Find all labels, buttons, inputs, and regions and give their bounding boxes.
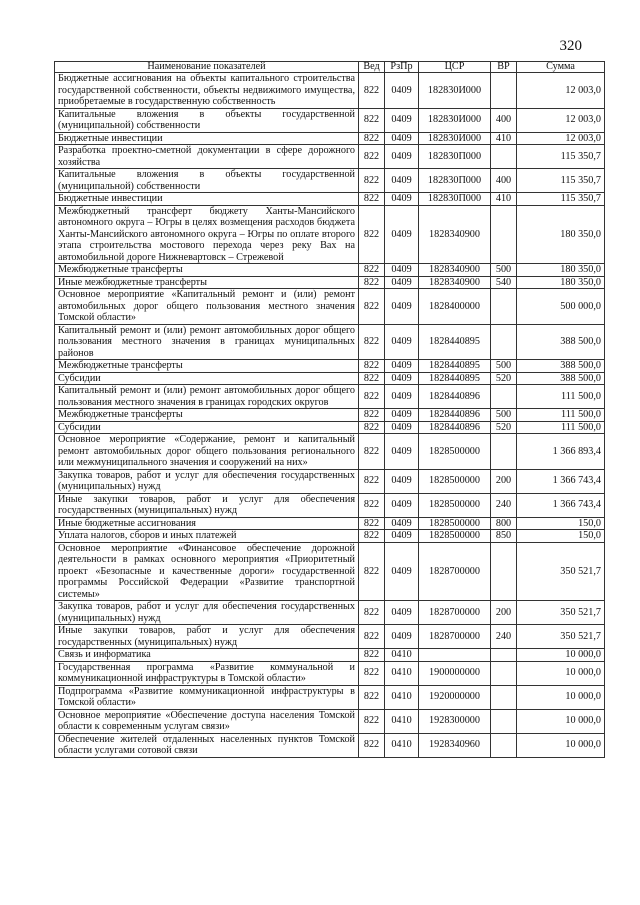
row-rzpr: 0410 <box>385 685 419 709</box>
table-row <box>55 205 605 264</box>
row-rzpr: 0409 <box>385 409 419 422</box>
row-vr: 200 <box>491 601 517 625</box>
row-vr: 850 <box>491 530 517 543</box>
row-csr: 1828440895 <box>419 372 491 385</box>
row-ved: 822 <box>359 372 385 385</box>
row-rzpr: 0410 <box>385 733 419 757</box>
row-rzpr: 0409 <box>385 73 419 109</box>
row-sum: 10 000,0 <box>517 661 605 685</box>
row-ved: 822 <box>359 145 385 169</box>
row-csr: 1828440896 <box>419 421 491 434</box>
row-name: Основное мероприятие «Капитальный ремонт и (или) ремонт автомобильных дорог общего пользования местного значения Томской области» <box>55 289 359 325</box>
row-ved: 822 <box>359 276 385 289</box>
row-sum: 1 366 743,4 <box>517 493 605 517</box>
row-csr: 1828700000 <box>419 542 491 601</box>
row-name: Межбюджетные трансферты <box>55 264 359 277</box>
row-csr: 1828500000 <box>419 517 491 530</box>
row-ved: 822 <box>359 434 385 470</box>
row-rzpr: 0409 <box>385 625 419 649</box>
table-row <box>55 685 605 709</box>
table-row <box>55 709 605 733</box>
table-row <box>55 385 605 409</box>
row-name: Основное мероприятие «Содержание, ремонт и капитальный ремонт автомобильных дорог общего пользования регионального или межмуниципального значения и сооружений на них» <box>55 434 359 470</box>
row-rzpr: 0409 <box>385 542 419 601</box>
row-name: Разработка проектно-сметной документации в сфере дорожного хозяйства <box>55 145 359 169</box>
table-row <box>55 434 605 470</box>
row-csr: 1828440896 <box>419 385 491 409</box>
row-sum: 388 500,0 <box>517 372 605 385</box>
row-vr <box>491 661 517 685</box>
row-vr: 520 <box>491 372 517 385</box>
row-name: Субсидии <box>55 421 359 434</box>
table-row <box>55 193 605 206</box>
row-sum: 350 521,7 <box>517 625 605 649</box>
row-name: Субсидии <box>55 372 359 385</box>
row-vr: 500 <box>491 360 517 373</box>
row-sum: 180 350,0 <box>517 276 605 289</box>
table-row <box>55 145 605 169</box>
row-vr <box>491 733 517 757</box>
row-sum: 115 350,7 <box>517 145 605 169</box>
row-rzpr: 0409 <box>385 601 419 625</box>
row-csr: 1828500000 <box>419 530 491 543</box>
row-name: Подпрограмма «Развитие коммуникационной инфраструктуры в Томской области» <box>55 685 359 709</box>
row-sum: 115 350,7 <box>517 193 605 206</box>
row-name: Межбюджетные трансферты <box>55 360 359 373</box>
row-name: Капитальный ремонт и (или) ремонт автомобильных дорог общего пользования местного значения в границах городских округов <box>55 385 359 409</box>
table-row <box>55 661 605 685</box>
row-ved: 822 <box>359 132 385 145</box>
row-csr: 1920000000 <box>419 685 491 709</box>
row-name: Основное мероприятие «Обеспечение доступа населения Томской области к современным услугам связи» <box>55 709 359 733</box>
row-ved: 822 <box>359 542 385 601</box>
row-sum: 12 003,0 <box>517 73 605 109</box>
row-vr <box>491 434 517 470</box>
table-row <box>55 469 605 493</box>
row-sum: 150,0 <box>517 517 605 530</box>
row-ved: 822 <box>359 649 385 662</box>
row-sum: 180 350,0 <box>517 205 605 264</box>
row-csr: 1928300000 <box>419 709 491 733</box>
row-ved: 822 <box>359 385 385 409</box>
table-row <box>55 530 605 543</box>
table-row <box>55 733 605 757</box>
row-csr: 1828700000 <box>419 601 491 625</box>
table-row <box>55 360 605 373</box>
row-name: Основное мероприятие «Финансовое обеспечение дорожной деятельности в рамках основного мероприятия «Приоритетный проект «Безопасные и качественные дороги» государственной программы Российской Федерации «Развитие транспортной системы» <box>55 542 359 601</box>
header-vr: ВР <box>491 62 517 73</box>
row-name: Связь и информатика <box>55 649 359 662</box>
row-csr: 1828440896 <box>419 409 491 422</box>
table-row <box>55 372 605 385</box>
table-row <box>55 169 605 193</box>
row-csr: 1828500000 <box>419 434 491 470</box>
row-rzpr: 0409 <box>385 276 419 289</box>
row-csr: 182830П000 <box>419 145 491 169</box>
row-vr: 410 <box>491 193 517 206</box>
row-vr: 500 <box>491 409 517 422</box>
table-header-row <box>55 62 605 73</box>
row-vr: 800 <box>491 517 517 530</box>
row-rzpr: 0409 <box>385 324 419 360</box>
row-vr: 400 <box>491 108 517 132</box>
row-name: Иные закупки товаров, работ и услуг для обеспечения государственных (муниципальных) нужд <box>55 625 359 649</box>
row-ved: 822 <box>359 108 385 132</box>
row-rzpr: 0409 <box>385 434 419 470</box>
row-vr <box>491 542 517 601</box>
row-name: Бюджетные инвестиции <box>55 132 359 145</box>
row-rzpr: 0409 <box>385 360 419 373</box>
row-vr <box>491 145 517 169</box>
row-rzpr: 0409 <box>385 169 419 193</box>
row-sum: 350 521,7 <box>517 601 605 625</box>
row-sum: 12 003,0 <box>517 132 605 145</box>
row-name: Капитальный ремонт и (или) ремонт автомобильных дорог общего пользования местного значения в границах муниципальных районов <box>55 324 359 360</box>
row-vr: 500 <box>491 264 517 277</box>
row-rzpr: 0410 <box>385 661 419 685</box>
row-vr <box>491 289 517 325</box>
row-sum: 388 500,0 <box>517 360 605 373</box>
row-ved: 822 <box>359 493 385 517</box>
header-rzpr: РзПр <box>385 62 419 73</box>
row-csr <box>419 649 491 662</box>
row-ved: 822 <box>359 601 385 625</box>
row-vr <box>491 205 517 264</box>
row-csr: 182830И000 <box>419 132 491 145</box>
row-rzpr: 0409 <box>385 372 419 385</box>
row-rzpr: 0409 <box>385 385 419 409</box>
row-sum: 111 500,0 <box>517 385 605 409</box>
row-csr: 1828440895 <box>419 360 491 373</box>
row-ved: 822 <box>359 360 385 373</box>
row-rzpr: 0409 <box>385 264 419 277</box>
row-rzpr: 0409 <box>385 132 419 145</box>
row-name: Капитальные вложения в объекты государственной (муниципальной) собственности <box>55 108 359 132</box>
row-rzpr: 0409 <box>385 193 419 206</box>
row-ved: 822 <box>359 709 385 733</box>
row-name: Межбюджетный трансферт бюджету Ханты-Мансийского автономного округа – Югры в целях возмещения расходов бюджета Ханты-Мансийского автономного округа – Югры по оплате второго этапа строительства мостового перехода через реку Вах на автомобильной дороге Нижневартовск – Стрежевой <box>55 205 359 264</box>
row-sum: 1 366 893,4 <box>517 434 605 470</box>
row-sum: 111 500,0 <box>517 409 605 422</box>
row-sum: 350 521,7 <box>517 542 605 601</box>
row-vr: 200 <box>491 469 517 493</box>
header-ved: Вед <box>359 62 385 73</box>
row-vr <box>491 685 517 709</box>
header-sum: Сумма <box>517 62 605 73</box>
row-csr: 1828340900 <box>419 264 491 277</box>
row-sum: 388 500,0 <box>517 324 605 360</box>
row-sum: 111 500,0 <box>517 421 605 434</box>
table-row <box>55 601 605 625</box>
row-csr: 1828500000 <box>419 493 491 517</box>
row-csr: 1828340900 <box>419 276 491 289</box>
row-rzpr: 0410 <box>385 649 419 662</box>
row-rzpr: 0409 <box>385 421 419 434</box>
row-vr: 410 <box>491 132 517 145</box>
header-name: Наименование показателей <box>55 62 359 73</box>
row-rzpr: 0409 <box>385 493 419 517</box>
row-ved: 822 <box>359 193 385 206</box>
row-rzpr: 0409 <box>385 530 419 543</box>
row-ved: 822 <box>359 73 385 109</box>
budget-table <box>54 61 605 758</box>
row-vr <box>491 649 517 662</box>
table-row <box>55 324 605 360</box>
table-row <box>55 73 605 109</box>
row-csr: 1900000000 <box>419 661 491 685</box>
row-sum: 150,0 <box>517 530 605 543</box>
row-rzpr: 0410 <box>385 709 419 733</box>
row-csr: 1828400000 <box>419 289 491 325</box>
row-csr: 1928340960 <box>419 733 491 757</box>
row-rzpr: 0409 <box>385 205 419 264</box>
row-ved: 822 <box>359 421 385 434</box>
table-row <box>55 276 605 289</box>
row-ved: 822 <box>359 469 385 493</box>
row-vr: 520 <box>491 421 517 434</box>
table-row <box>55 625 605 649</box>
row-ved: 822 <box>359 169 385 193</box>
table-row <box>55 421 605 434</box>
row-csr: 1828700000 <box>419 625 491 649</box>
table-row <box>55 289 605 325</box>
row-csr: 182830И000 <box>419 108 491 132</box>
row-rzpr: 0409 <box>385 289 419 325</box>
row-name: Закупка товаров, работ и услуг для обеспечения государственных (муниципальных) нужд <box>55 469 359 493</box>
row-sum: 10 000,0 <box>517 733 605 757</box>
row-vr <box>491 73 517 109</box>
row-sum: 10 000,0 <box>517 685 605 709</box>
row-rzpr: 0409 <box>385 108 419 132</box>
row-name: Государственная программа «Развитие коммунальной и коммуникационной инфраструктуры в Томской области» <box>55 661 359 685</box>
row-ved: 822 <box>359 264 385 277</box>
row-csr: 1828500000 <box>419 469 491 493</box>
row-csr: 1828340900 <box>419 205 491 264</box>
row-name: Уплата налогов, сборов и иных платежей <box>55 530 359 543</box>
row-sum: 500 000,0 <box>517 289 605 325</box>
row-rzpr: 0409 <box>385 469 419 493</box>
row-name: Бюджетные ассигнования на объекты капитального строительства государственной собственности, объекты недвижимого имущества, приобретаемые в государственную собственность <box>55 73 359 109</box>
row-sum: 10 000,0 <box>517 709 605 733</box>
row-ved: 822 <box>359 733 385 757</box>
row-csr: 182830П000 <box>419 169 491 193</box>
row-ved: 822 <box>359 517 385 530</box>
row-name: Иные межбюджетные трансферты <box>55 276 359 289</box>
row-vr: 540 <box>491 276 517 289</box>
page-number: 320 <box>559 38 582 54</box>
row-ved: 822 <box>359 289 385 325</box>
row-name: Межбюджетные трансферты <box>55 409 359 422</box>
row-sum: 10 000,0 <box>517 649 605 662</box>
row-name: Иные закупки товаров, работ и услуг для обеспечения государственных (муниципальных) нужд <box>55 493 359 517</box>
row-vr <box>491 324 517 360</box>
row-sum: 115 350,7 <box>517 169 605 193</box>
row-ved: 822 <box>359 409 385 422</box>
table-row <box>55 108 605 132</box>
table-row <box>55 542 605 601</box>
row-csr: 182830И000 <box>419 73 491 109</box>
row-vr <box>491 709 517 733</box>
table-row <box>55 649 605 662</box>
row-csr: 1828440895 <box>419 324 491 360</box>
row-sum: 12 003,0 <box>517 108 605 132</box>
table-row <box>55 264 605 277</box>
row-vr <box>491 385 517 409</box>
row-ved: 822 <box>359 530 385 543</box>
row-sum: 1 366 743,4 <box>517 469 605 493</box>
row-sum: 180 350,0 <box>517 264 605 277</box>
header-csr: ЦСР <box>419 62 491 73</box>
row-name: Закупка товаров, работ и услуг для обеспечения государственных (муниципальных) нужд <box>55 601 359 625</box>
row-name: Бюджетные инвестиции <box>55 193 359 206</box>
row-ved: 822 <box>359 324 385 360</box>
table-row <box>55 409 605 422</box>
table-row <box>55 517 605 530</box>
row-name: Капитальные вложения в объекты государственной (муниципальной) собственности <box>55 169 359 193</box>
row-csr: 182830П000 <box>419 193 491 206</box>
row-ved: 822 <box>359 661 385 685</box>
row-vr: 240 <box>491 493 517 517</box>
row-vr: 400 <box>491 169 517 193</box>
table-row <box>55 132 605 145</box>
row-rzpr: 0409 <box>385 145 419 169</box>
row-name: Обеспечение жителей отдаленных населенных пунктов Томской области услугами сотовой связи <box>55 733 359 757</box>
row-name: Иные бюджетные ассигнования <box>55 517 359 530</box>
row-ved: 822 <box>359 625 385 649</box>
row-rzpr: 0409 <box>385 517 419 530</box>
table-row <box>55 493 605 517</box>
row-ved: 822 <box>359 685 385 709</box>
row-ved: 822 <box>359 205 385 264</box>
table-body <box>55 73 605 758</box>
row-vr: 240 <box>491 625 517 649</box>
